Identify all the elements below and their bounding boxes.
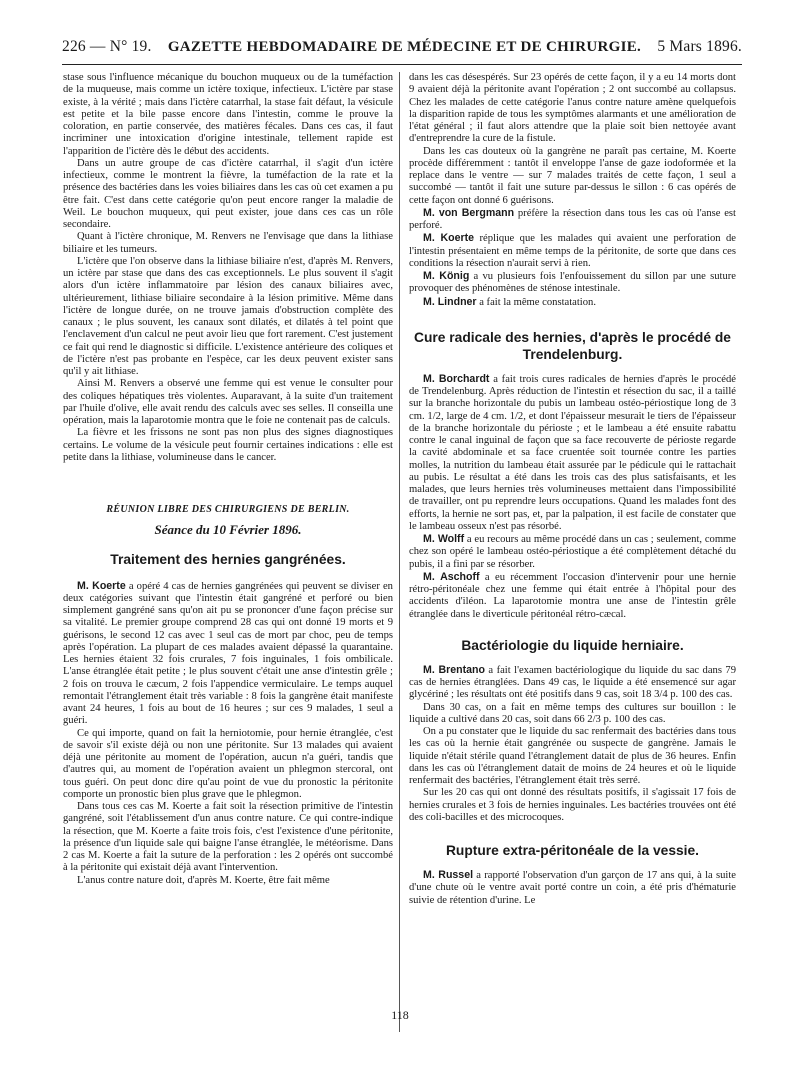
speaker-name: M. Russel (423, 869, 474, 881)
speaker-name: M. Borchardt (423, 372, 490, 385)
paragraph-text: a rapporté l'observation d'un garçon de 17 ans qui, à la suite d'une chute où le ventre avait porté contre un coin, a été pris d'hématurie suivie de rétention d'urine. Le (409, 870, 737, 906)
journal-title: GAZETTE HEBDOMADAIRE DE MÉDECINE ET DE CHIRURGIE. (167, 39, 642, 55)
paragraph: dans les cas désespérés. Sur 23 opérés de cette façon, il y a eu 14 morts dont 9 avaient déjà la péritonite avant l'opération ; 2 ont succombé au collapsus. Chez les malades de cette catégorie l'anus contre nature amène quelquefois la disparition rapide de tous les symptômes alarmants et une amélioration de l'état général ; il faut alors attendre que la plaie soit bien nettoyée avant d'entreprendre la cure de la fistule. (409, 72, 736, 145)
right-column (409, 72, 736, 907)
speaker-name: M. Aschoff (423, 570, 480, 583)
paragraph (409, 571, 736, 621)
paragraph: Dans 30 cas, on a fait en même temps des cultures sur bouillon : le liquide a cultivé dans 20 cas, soit dans 66 2/3 p. 100 des cas. (409, 701, 736, 725)
paragraph: La fièvre et les frissons ne sont pas non plus des signes diagnostiques certains. Le volume de la vésicule peut fournir certaines indications : elle est petite dans la lithiase, volumineuse dans le cancer. (63, 427, 393, 463)
society-heading: RÉUNION LIBRE DES CHIRURGIENS DE BERLIN. (106, 504, 350, 515)
paragraph: L'anus contre nature doit, d'après M. Koerte, être fait même (77, 874, 330, 886)
paragraph (409, 533, 736, 571)
paragraph: stase sous l'influence mécanique du bouchon muqueux ou de la tuméfaction de la muqueuse, mais comme un ictère toxique, infectieux. L'ictère par stase existe, à la vérité ; mais dans l'ictère catarrhal, la stase fait défaut, la vésicule est petite et la bile passe encore dans l'intestin, comme le prouve la coloration, en partie conservée, des matières fécales. Dans ces cas, il faut incriminer une intoxication d'origine intestinale, tellement rapide est l'apparition de l'ictère dès le début des accidents. (63, 72, 393, 157)
paragraph: Dans les cas douteux où la gangrène ne paraît pas certaine, M. Koerte procède différemment : tantôt il enveloppe l'anse de gaze iodoformée et la replace dans le ventre — sur 7 malades traités de cette façon, 1 seul a succombé — tantôt il fait une suture par-dessus le sillon : 6 cas opérés de cette façon ont donné 6 guérisons. (409, 145, 736, 206)
paragraph (409, 296, 736, 309)
speaker-name: M. König (423, 270, 470, 282)
speaker-name: M. Koerte (77, 579, 126, 592)
running-header (62, 38, 742, 60)
speaker-name: M. Koerte (423, 232, 475, 245)
left-column (63, 72, 393, 887)
paragraph (63, 580, 393, 728)
paragraph: Ainsi M. Renvers a observé une femme qui est venue le consulter pour des coliques hépatiques très violentes. Auparavant, à la suite d'un traitement par l'huile d'olive, elle avait rendu des calculs avec ses selles. Il conseilla une opération, mais la laparotomie montra que le foie ne contenait pas de calculs. (63, 378, 393, 426)
section-heading: Cure radicale des hernies, d'après le procédé de Trendelenburg. (414, 329, 731, 362)
paragraph-text: a eu recours au même procédé dans un cas ; seulement, comme chez son opéré le lambeau ostéo-périostique a été complètement détaché du pubis, il a fini par se résorber. (409, 534, 736, 570)
paragraph: Dans un autre groupe de cas d'ictère catarrhal, il s'agit d'un ictère infectieux, comme le montrent la fièvre, la tuméfaction de la rate et la présence des bactéries dans les voies biliaires dans les cas où cet examen a pu être fait. C'est dans cette catégorie qu'on peut encore ranger la maladie de Weil. Le bouchon muqueux, qui peut exister, joue dans ces cas un rôle secondaire. (63, 157, 393, 230)
paragraph (409, 232, 736, 270)
paragraph (409, 664, 736, 702)
paragraph: On a pu constater que le liquide du sac renfermait des bactéries dans tous les cas où la hernie était gangrénée ou suspecte de gangrène. Jamais le liquide n'était stérile quand l'étranglement datait de plus de 36 heures. Enfin dans les cas où l'étranglement datait de moins de 24 heures et où le liquide renfermait des bactéries, l'étranglement était très serré. (409, 726, 736, 786)
session-date: Séance du 10 Février 1896. (154, 522, 302, 538)
paragraph (409, 373, 736, 533)
column-divider (399, 72, 400, 1032)
paragraph-text: a fait trois cures radicales de hernies d'après le procédé de Trendelenburg. Après réduction de l'intestin et résection du sac, il a taillé sur la branche horizontale du pubis un lambeau ostéo-périostique long de 3 cm. 1/2, large de 4 cm. 1/2, et dont l'épaisseur mesurait le tiers de l'épaisseur de la branche horizontale du périoste ; et le lambeau a été ensuite rabattu contre le canal inguinal de façon que sa face recouverte de périoste regarde la cavité abdominale et sa face cruentée soit tournée contre les parties molles, la nutrition du lambeau était assurée par le pédicule qui le rattachait au pubis. Le résultat a été dans les trois cas des plus satisfaisants, et les malades, que leurs hernies très volumineuses mettaient dans l'impossibilité de travailler, ont pu reprendre leurs occupations. Quand les malades font des efforts, la hernie ne sort pas, et, par la palpation, il est facile de constater que le lambeau osseux n'est pas résorbé. (409, 373, 736, 532)
section-heading: Traitement des hernies gangrénées. (110, 551, 346, 567)
paragraph (409, 869, 736, 907)
issue-date: 5 Mars 1896. (657, 38, 742, 55)
speaker-name: M. Brentano (423, 663, 485, 676)
paragraph: Dans tous ces cas M. Koerte a fait soit la résection primitive de l'intestin gangréné, soit l'établissement d'un anus contre nature. Ce qui contre-indique la résection, que M. Koerte a faite trois fois, c'est l'existence d'une péritonite, la présence d'un liquide sale qui baigne l'anse étranglée, le météorisme. Dans 2 cas M. Koerte a fait la suture de la perforation : les 2 opérés ont succombé à la péritonite qui existait déjà avant l'intervention. (63, 801, 393, 874)
section-heading: Rupture extra-péritonéale de la vessie. (445, 843, 700, 858)
header-rule (62, 64, 742, 65)
folio-number: 118 (391, 1008, 409, 1022)
paragraph (409, 207, 736, 233)
paragraph-text: a fait la même constatation. (476, 296, 596, 308)
paragraph-text: a opéré 4 cas de hernies gangrénées qui peuvent se diviser en deux catégories suivant que l'intestin était gangréné et perforé ou bien simplement gangréné sans qu'on ait pu se prononcer d'une façon précise sur sa vitalité. Le premier groupe comprend 28 cas qui ont donné 19 morts et 9 guérisons, le second 12 cas avec 1 seul cas de mort par choc, peu de temps après l'opération. La plupart de ces malades avaient dépassé la quarantaine. Les hernies étaient 32 fois crurales, 7 fois inguinales, 1 fois ombilicale. L'anse étranglée était petite ; le plus souvent c'était une anse d'intestin grêle ; 2 fois on trouva le cæcum, 2 fois l'appendice vermiculaire. Le temps auquel remontait l'étranglement était très variable : 8 fois la gangrène était manifeste avant 24 heures, 1 fois au bout de 16 heures ; sur ces 9 malades, 1 seul a guéri. (63, 580, 393, 727)
paragraph-text: a vu plusieurs fois l'enfouissement du sillon par une suture provoquer des phénomènes de sténose intestinale. (409, 271, 736, 295)
speaker-name: M. Wolff (423, 533, 465, 545)
speaker-name: M. von Bergmann (423, 206, 515, 219)
paragraph: Sur les 20 cas qui ont donné des résultats positifs, il s'agissait 17 fois de hernies crurales et 3 fois de hernies inguinales. Les bactéries trouvées ont été des coli-bacilles et des microcoques. (409, 787, 736, 823)
paragraph-text: préfère la résection dans tous les cas où l'anse est perforé. (409, 207, 736, 231)
paragraph (409, 270, 736, 296)
speaker-name: M. Lindner (423, 295, 477, 308)
paragraph: Quant à l'ictère chronique, M. Renvers ne l'envisage que dans la lithiase biliaire et les tumeurs. (63, 231, 393, 255)
paragraph-text: a fait l'examen bactériologique du liquide du sac dans 79 cas de hernies étranglées. Dans 49 cas, le liquide a été ensemencé sur agar glycériné ; les résultats ont été positifs dans 9 cas, soit 18 3/4 p. 100 des cas. (409, 664, 736, 701)
paragraph: L'ictère que l'on observe dans la lithiase biliaire n'est, d'après M. Renvers, un ictère par stase que dans des cas exceptionnels. Le plus souvent il s'agit alors d'un ictère inflammatoire par lésion des canaux biliaires avec, ultérieurement, lithiase biliaire secondaire à la lésion primitive. Même dans l'ictère de longue durée, on ne trouve jamais d'obstruction complète des canaux ; le plus souvent, les canaux sont dilatés, et dilatés à tel point que l'enclavement d'un calcul ne peut avoir lieu que fort rarement. C'est justement ce fait qui rend le diagnostic si difficile. L'existence antérieure des coliques et de l'ictère n'est pas probante en l'espèce, car les deux peuvent exister sans qu'il y ait lithiase. (63, 255, 393, 377)
paragraph: Ce qui importe, quand on fait la herniotomie, pour hernie étranglée, c'est de savoir s'il existe déjà ou non une péritonite. Sur 13 malades qui avaient déjà une péritonite au moment de l'opération, aucun n'a guéri, tandis que d'autres qui, au moment de l'opération avaient un phlegmon stercoral, ont tous guéri. On peut donc dire qu'au point de vue du pronostic la péritonite comporte un pronostic bien plus grave que le phlegmon. (63, 727, 393, 800)
page-number: 226 — N° 19. (62, 38, 152, 55)
paragraph-text: réplique que les malades qui avaient une perforation de l'intestin présentaient en même temps de la péritonite, de sorte que dans ces conditions la résection n'aurait servi à rien. (409, 233, 736, 269)
paragraph-text: a eu récemment l'occasion d'intervenir pour une hernie rétro-péritonéale chez une femme qui était entrée à l'hôpital pour des accidents d'iléon. La laparotomie montra une anse de l'intestin grêle étranglée dans le diverticule péritonéal rétro-cæcal. (409, 571, 736, 620)
section-heading: Bactériologie du liquide herniaire. (461, 637, 684, 653)
